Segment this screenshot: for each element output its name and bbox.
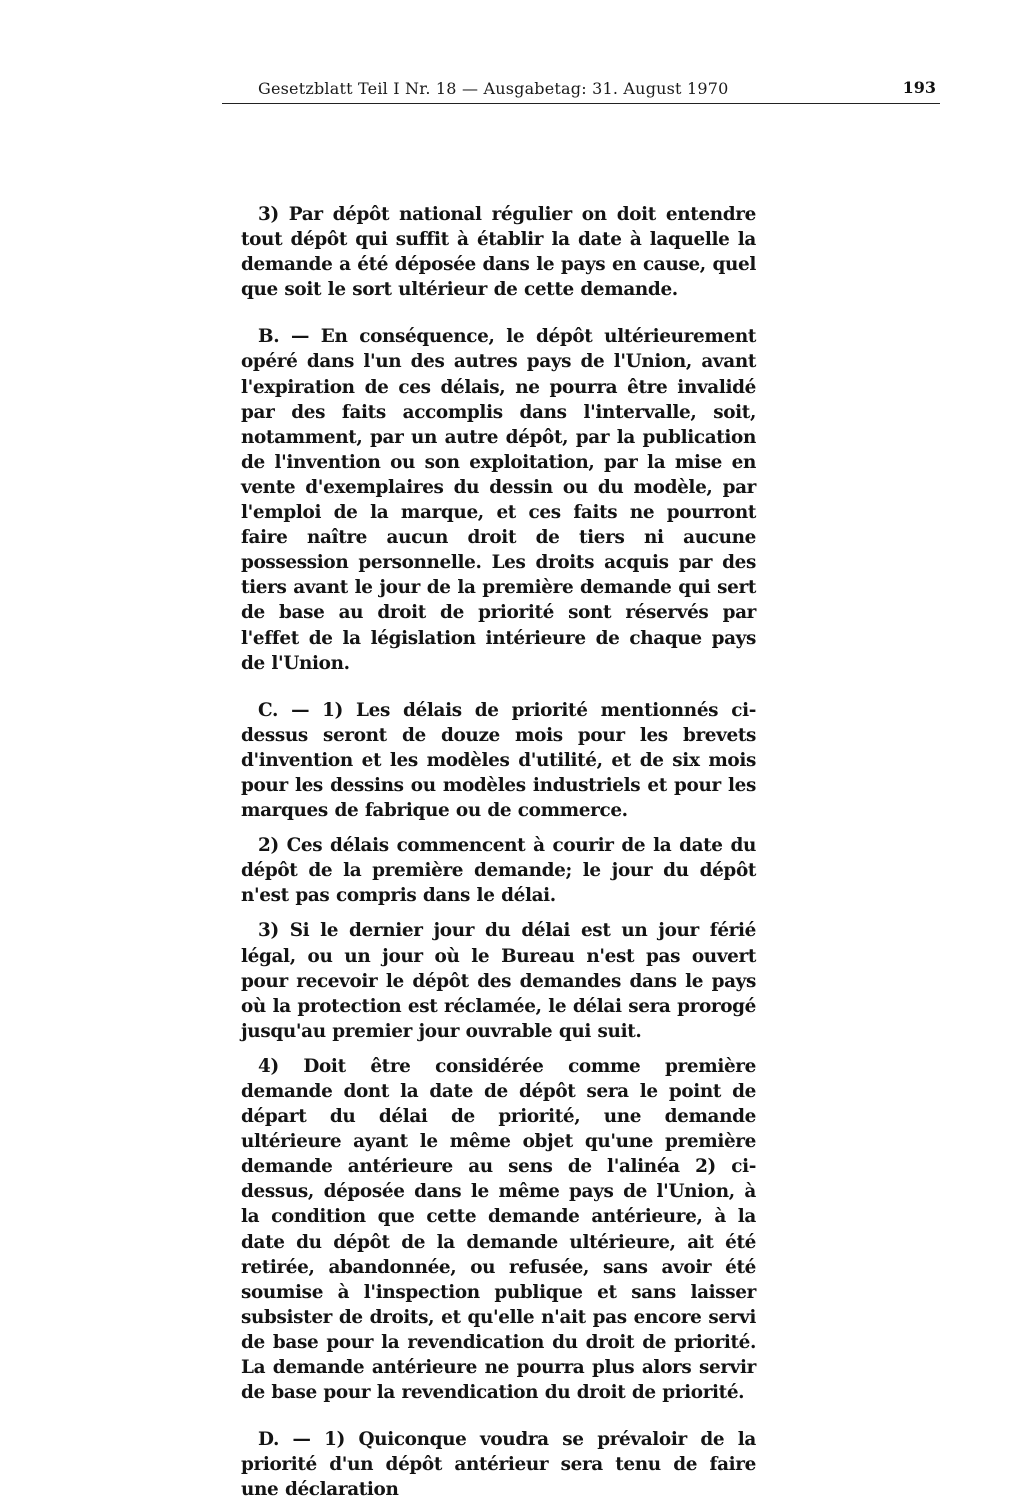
paragraph-a3: 3) Par dépôt national régulier on doit entendre tout dépôt qui suffit à établir la date à laquelle la demande a été déposée dans le pays en cause, quel que soit le sort ultérieur de cette demande. <box>241 204 756 301</box>
paragraph-c4: 4) Doit être considérée comme première demande dont la date de dépôt sera le point de départ du délai de priorité, une demande ultérieure ayant le même objet qu'une première demande antérieure au sens de l'alinéa 2) ci-dessus, déposée dans le même pays de l'Union, à la condition que cette demande antérieure, à la date du dépôt de la demande ultérieure, ait été retirée, abandonnée, ou refusée, sans avoir été soumise à l'inspection publique et sans laisser subsister de droits, et qu'elle n'ait pas encore servi de base pour la revendication du droit de priorité. La demande antérieure ne pourra plus alors servir de base pour la revendication du droit de priorité. <box>241 1055 756 1404</box>
page-header <box>222 76 940 106</box>
paragraph-c3: 3) Si le dernier jour du délai est un jour férié légal, ou un jour où le Bureau n'est pas ouvert pour recevoir le dépôt des demandes dans le pays où la protection est réclamée, le délai sera prorogé jusqu'au premier jour ouvrable qui suit. <box>241 920 756 1042</box>
paragraph-b: B. — En conséquence, le dépôt ultérieurement opéré dans l'un des autres pays de l'Union, avant l'expiration de ces délais, ne pourra être invalidé par des faits accomplis dans l'intervalle, soit, notamment, par un autre dépôt, par la publication de l'invention ou son exploitation, par la mise en vente d'exemplaires du dessin ou du modèle, par l'emploi de la marque, et ces faits ne pourront faire naître aucun droit de tiers ni aucune possession personnelle. Les droits acquis par des tiers avant le jour de la première demande qui sert de base au droit de priorité sont réservés par l'effet de la législation intérieure de chaque pays de l'Union. <box>241 326 756 674</box>
paragraph-c2: 2) Ces délais commencent à courir de la date du dépôt de la première demande; le jour du dépôt n'est pas compris dans le délai. <box>241 835 756 907</box>
header-rule <box>222 103 940 104</box>
body-text <box>241 202 756 1503</box>
paragraph-c1: C. — 1) Les délais de priorité mentionnés ci-dessus seront de douze mois pour les brevets d'invention et les modèles d'utilité, et de six mois pour les dessins ou modèles industriels et pour les marques de fabrique ou de commerce. <box>241 699 756 822</box>
page-number: 193 <box>902 78 936 97</box>
header-title: Gesetzblatt Teil I Nr. 18 — Ausgabetag: 31. August 1970 <box>258 79 729 98</box>
paragraph-d1: D. — 1) Quiconque voudra se prévaloir de la priorité d'un dépôt antérieur sera tenu de faire une déclaration <box>241 1429 756 1501</box>
